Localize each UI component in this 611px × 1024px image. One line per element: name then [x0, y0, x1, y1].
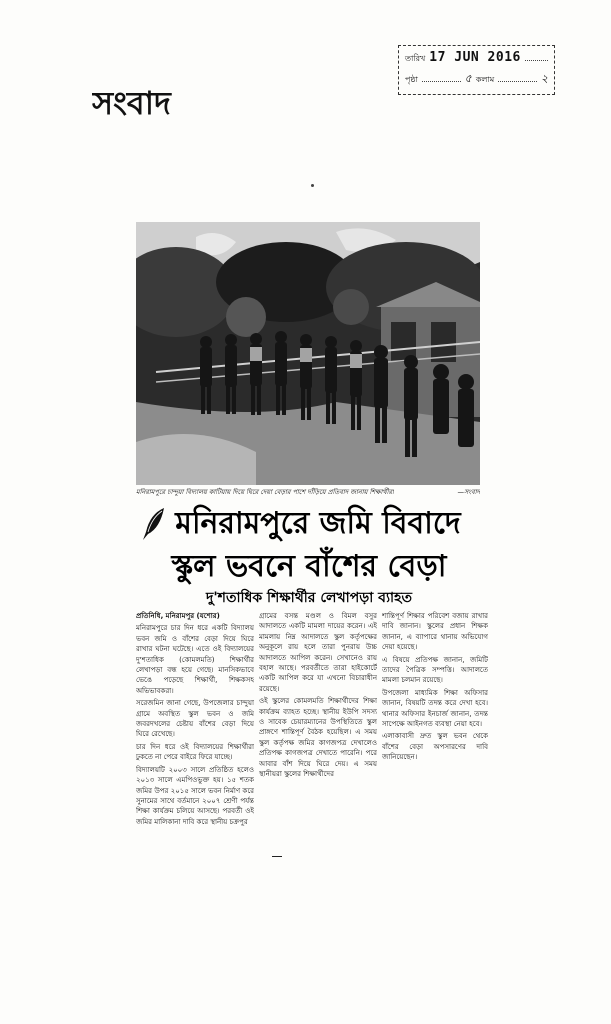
photo-illustration — [136, 222, 480, 485]
article-paragraph: এ বিষয়ে প্রতিপক্ষ জানান, জমিটি তাদের পৈত্রিক সম্পত্তি। আদালতে মামলা চলমান রয়েছে। — [382, 655, 488, 685]
headline-line-2: স্কুল ভবনে বাঁশের বেড়া — [171, 549, 447, 584]
article-paragraph: চার দিন ধরে ওই বিদ্যালয়ের শিক্ষার্থীরা ঢুকতে না পেরে বাইরে ফিরে যাচ্ছে। — [136, 742, 254, 762]
article-paragraph: উপজেলা মাধ্যমিক শিক্ষা অফিসার জানান, বিষয়টি তদন্ত করে দেখা হবে। থানার অফিসার ইনচার্জ জানান, তদন্ত সাপেক্ষে আইনগত ব্যবস্থা নেয়া হবে। — [382, 688, 488, 729]
stamp-date-label: তারিখ — [405, 54, 426, 63]
stamp-date-row — [405, 50, 548, 70]
stamp-page-row — [405, 70, 548, 90]
article-end-mark — [272, 856, 282, 857]
stamp-column-label: কলাম — [475, 75, 495, 84]
article-paragraph: সরেজমিন জানা গেছে, উপজেলার চান্দুয়া গ্রামে অবস্থিত স্কুল ভবন ও জমি জবরদখলের চেষ্টায় বাঁশের বেড়া দিয়ে ঘিরে রেখেছে। — [136, 699, 254, 739]
stamp-dotted-line — [525, 54, 548, 61]
article-column-2 — [259, 611, 377, 861]
news-photo — [136, 222, 480, 485]
article-paragraph: ওই স্কুলের কোমলমতি শিক্ষার্থীদের শিক্ষা কার্যক্রম ব্যাহত হচ্ছে। স্থানীয় ইউপি সদস্য ও সাবেক চেয়ারম্যানের উপস্থিতিতে স্কুল প্রাঙ্গণে শান্তিপূর্ণ বৈঠক হয়েছিল। এ সময় স্কুল কর্তৃপক্ষ জমির কাগজপত্র দেখালেও প্রতিপক্ষ কাগজপত্র দেখাতে পারেনি। পরে আবার বাঁশ দিয়ে ঘিরে দেয়। এ সময় স্থানীয়রা স্কুলের শিক্ষার্থীদের — [259, 697, 377, 779]
subheadline: দু'শতাধিক শিক্ষার্থীর লেখাপড়া ব্যাহত — [206, 590, 412, 606]
stamp-dotted-line — [498, 75, 537, 82]
photo-caption-text: মনিরামপুরে চান্দুয়া বিদ্যালয় কাটিয়ায় দিয়ে ঘিরে দেয়া বেড়ার পাশে দাঁড়িয়ে প্রতিবাদ জানায় শিক্ষার্থীরা — [136, 488, 394, 496]
article-column-1 — [136, 611, 254, 861]
date-stamp — [398, 45, 555, 95]
photo-credit: —সংবাদ — [457, 488, 480, 496]
article-column-3 — [382, 611, 488, 861]
stamp-column: ২ — [540, 72, 548, 85]
photo-caption — [136, 487, 480, 498]
article-paragraph: এলাকাবাসী দ্রুত স্কুল ভবন থেকে বাঁশের বেড়া অপসারণের দাবি জানিয়েছেন। — [382, 732, 488, 762]
stamp-page-label: পৃষ্ঠা — [405, 75, 418, 84]
article-paragraph: বিদ্যালয়টি ২০০৩ সালে প্রতিষ্ঠিত হলেও ২০১৩ সালে এমপিওভুক্ত হয়। ১৫ শতক জমির উপর ২০১৫ সালে ভবন নির্মাণ করে সুনামের সাথে বর্তমানে ২০০৭ শ্রেণী পর্যন্ত শিক্ষা কার্যক্রম চলিয়ে আসছে। পরবর্তী ওই জমির মালিকানা দাবি করে স্থানীয় চক্রপুর — [136, 765, 254, 826]
stamp-page: ৫ — [464, 72, 472, 85]
article-paragraph: শান্তিপূর্ণ শিক্ষার পরিবেশ বজায় রাখার দাবি জানান। স্কুলের প্রধান শিক্ষক জানান, এ ব্যাপারে থানায় অভিযোগ দেয়া হয়েছে। — [382, 612, 488, 652]
stamp-dotted-line — [422, 75, 461, 82]
scan-speck — [311, 184, 314, 187]
article-dateline: প্রতিনিধি, মনিরামপুর (যশোর) — [136, 612, 220, 620]
article-paragraph: গ্রামের বসন্ত মণ্ডল ও বিমল বসুর আদালতে একটি মামলা দায়ের করেন। এই মামলায় নিম্ন আদালতে স্কুল কর্তৃপক্ষের অনুকূলে রায় হলে তারা পুনরায় উচ্চ আদালতে আপিল করেন। সেখানেও রায় বহাল আছে। পরবর্তীতে তারা হাইকোর্টে একটি আপিল করে যা এখনো বিচারাধীন রয়েছে। — [259, 612, 377, 693]
stamp-date: 17 JUN 2016 — [429, 50, 521, 65]
headline-line-1: মনিরামপুরে জমি বিবাদে — [175, 506, 461, 541]
newspaper-masthead: সংবাদ — [92, 84, 171, 122]
article-paragraph: মনিরামপুরে চার দিন ধরে একটি বিদ্যালয় ভবন জমি ও বাঁশের বেড়া দিয়ে ঘিরে রাখার ঘটনা ঘটেছে। এতে ওই বিদ্যালয়ের দু'শতাধিক (কোমলমতি) শিক্ষার্থীর লেখাপড়া বন্ধ হয়ে গেছে। মানসিকভাবে ভেঙে পড়েছে শিক্ষার্থী, শিক্ষকসহ অভিভাবকরা। — [136, 624, 254, 695]
